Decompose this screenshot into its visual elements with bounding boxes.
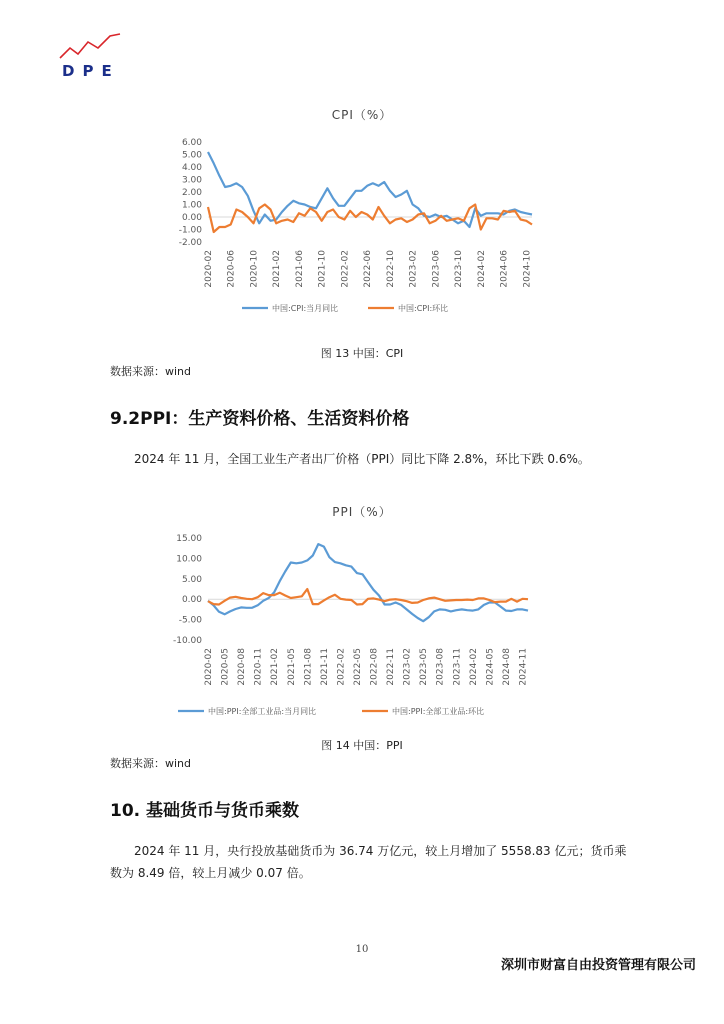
series-line-1 [208, 544, 528, 621]
chart-title-ppi: PPI（%） [332, 505, 392, 519]
x-tick-label: 2022-05 [352, 648, 363, 686]
x-tick-label: 2021-05 [286, 648, 297, 686]
y-tick-label: 5.00 [181, 574, 202, 585]
legend-label: 中国:CPI:当月同比 [272, 304, 339, 313]
figure-caption-ppi: 图 14 中国：PPI [321, 739, 403, 752]
y-tick-label: 10.00 [176, 554, 202, 565]
x-tick-label: 2021-02 [272, 250, 283, 288]
x-tick-label: 2021-08 [303, 648, 314, 686]
x-tick-label: 2022-06 [363, 250, 374, 288]
y-tick-label: 3.00 [181, 175, 202, 186]
y-tick-label: -1.00 [178, 225, 202, 236]
figure-caption-cpi: 图 13 中国：CPI [320, 347, 404, 360]
x-tick-label: 2024-06 [499, 250, 510, 288]
x-tick-label: 2023-06 [431, 250, 442, 288]
legend-label: 中国:PPI:全部工业品:当月同比 [208, 707, 317, 716]
x-tick-label: 2024-02 [468, 648, 479, 686]
y-tick-label: 4.00 [181, 163, 202, 173]
x-tick-label: 2022-10 [385, 250, 396, 288]
section-heading-ppi: 9.2PPI：生产资料价格、生活资料价格 [110, 409, 410, 429]
y-tick-label: 5.00 [181, 150, 202, 161]
data-source-cpi: 数据来源：wind [110, 365, 192, 378]
logo-mark-icon [58, 32, 122, 62]
y-tick-label: 0.00 [181, 595, 202, 606]
cpi-chart [160, 126, 560, 326]
y-tick-label: -5.00 [178, 615, 202, 626]
x-tick-label: 2024-08 [501, 648, 512, 686]
legend-label: 中国:PPI:全部工业品:环比 [392, 707, 485, 716]
x-tick-label: 2022-02 [340, 250, 351, 288]
y-tick-label: 15.00 [176, 534, 202, 544]
x-tick-label: 2021-06 [294, 250, 305, 288]
x-tick-label: 2020-08 [237, 648, 248, 686]
page-number: 10 [355, 944, 369, 955]
data-source-ppi: 数据来源：wind [110, 757, 192, 770]
series-line-2 [208, 589, 528, 605]
x-tick-label: 2023-11 [452, 648, 463, 686]
legend-label: 中国:CPI:环比 [398, 304, 449, 313]
x-tick-label: 2024-05 [485, 648, 496, 686]
x-tick-label: 2024-02 [476, 250, 487, 288]
ppi-chart [150, 524, 570, 724]
x-tick-label: 2022-02 [336, 648, 347, 686]
x-tick-label: 2021-02 [270, 648, 281, 686]
y-tick-label: 6.00 [181, 138, 202, 148]
x-tick-label: 2023-10 [454, 250, 465, 288]
x-tick-label: 2023-05 [419, 648, 430, 686]
x-tick-label: 2021-11 [319, 648, 330, 686]
paragraph-ppi: 2024 年 11 月，全国工业生产者出厂价格（PPI）同比下降 2.8%，环比下跌 0.6%。 [134, 452, 590, 466]
x-tick-label: 2021-10 [317, 250, 328, 288]
y-tick-label: 0.00 [181, 213, 202, 223]
x-tick-label: 2023-08 [435, 648, 446, 686]
y-tick-label: -2.00 [178, 238, 202, 248]
section-heading-money: 10. 基础货币与货币乘数 [110, 801, 300, 821]
chart-title-cpi: CPI（%） [331, 108, 393, 122]
x-tick-label: 2022-08 [369, 648, 380, 686]
logo-text: DPE [62, 62, 120, 80]
x-tick-label: 2020-02 [204, 648, 214, 686]
paragraph-money: 2024 年 11 月，央行投放基础货币为 36.74 万亿元，较上月增加了 5558.83 亿元；货币乘数为 8.49 倍，较上月减少 0.07 倍。 [110, 844, 627, 880]
x-tick-label: 2023-02 [402, 648, 413, 686]
x-tick-label: 2023-02 [408, 250, 419, 288]
x-tick-label: 2020-11 [253, 648, 264, 686]
x-tick-label: 2020-06 [226, 250, 237, 288]
x-tick-label: 2024-11 [518, 648, 529, 686]
footer-company: 深圳市财富自由投资管理有限公司 [500, 958, 696, 973]
x-tick-label: 2020-02 [204, 250, 214, 288]
x-tick-label: 2020-10 [249, 250, 260, 288]
x-tick-label: 2024-10 [522, 250, 533, 288]
y-tick-label: 2.00 [181, 188, 202, 198]
x-tick-label: 2020-05 [220, 648, 231, 686]
y-tick-label: -10.00 [172, 636, 202, 646]
y-tick-label: 1.00 [181, 200, 202, 211]
x-tick-label: 2022-11 [386, 648, 397, 686]
